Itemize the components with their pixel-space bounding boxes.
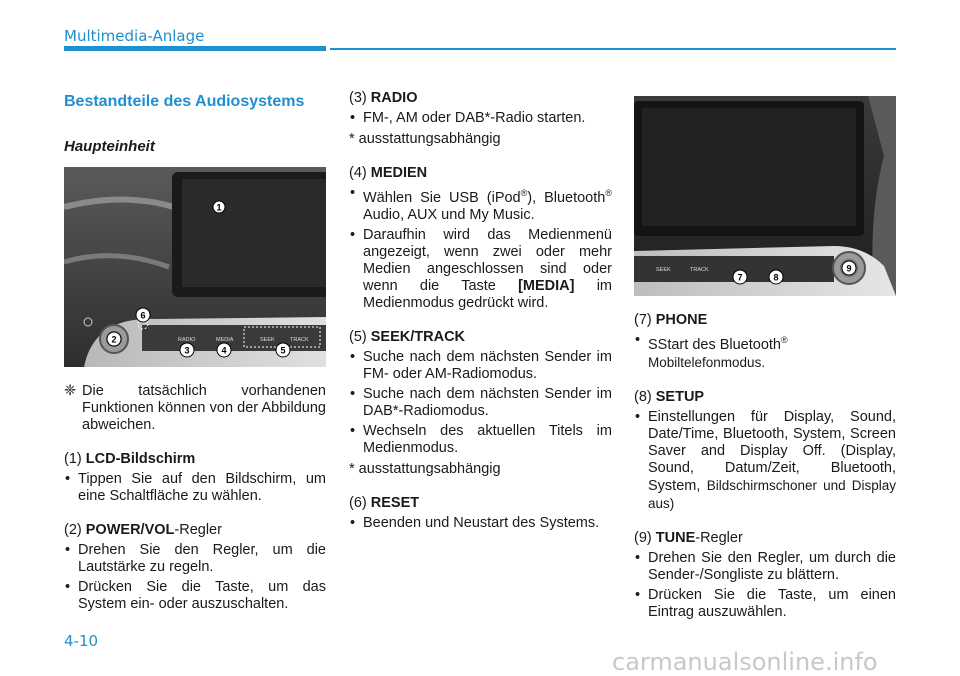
item-3-footnote: * ausstattungsabhängig xyxy=(349,131,501,147)
item-9-bullet-2: • Drücken Sie die Taste, um einen Eintrag auszuwählen. xyxy=(634,587,896,621)
seek-button-label: SEEK xyxy=(656,267,671,273)
svg-text:7: 7 xyxy=(737,272,743,283)
callout-6 xyxy=(136,308,150,322)
item-1-bullet: • Tippen Sie auf den Bildschirm, um eine Schaltfläche zu wählen. xyxy=(64,471,326,505)
header-rule xyxy=(330,48,896,50)
svg-text:5: 5 xyxy=(280,345,286,356)
header-bar xyxy=(64,46,326,51)
svg-text:4: 4 xyxy=(221,345,227,356)
item-4-bullet-1: • Wählen Sie USB (iPod®), Bluetooth® Audio, AUX und My Music. xyxy=(349,185,612,224)
callout-4 xyxy=(217,343,231,357)
item-5-footnote: * ausstattungsabhängig xyxy=(349,460,501,477)
svg-text:3: 3 xyxy=(184,345,190,356)
head-unit-photo xyxy=(64,167,326,367)
callout-7 xyxy=(733,270,747,284)
track-button-label: TRACK xyxy=(690,267,709,273)
item-2-bullet-1: • Drehen Sie den Regler, um die Lautstärke zu regeln. xyxy=(64,542,326,576)
callout-5 xyxy=(276,343,290,357)
svg-text:1: 1 xyxy=(216,202,222,213)
item-1-heading: (1) LCD-Bildschirm xyxy=(64,451,196,467)
callout-1 xyxy=(213,201,225,213)
item-5-heading: (5) SEEK/TRACK xyxy=(349,328,466,345)
item-4-bullet-2: • Daraufhin wird das Medienmenü angezeigt, wenn zwei oder mehr Medien angeschlossen sind oder wenn die Taste [MEDIA] im Medienmodus gedrückt wird. xyxy=(349,227,612,312)
item-8-bullet: • Einstellungen für Display, Sound, Date/Time, Bluetooth, System, Screen Saver and Display Off. (Display, Sound, Datum/Zeit, Bluetooth, System, Bildschirmschoner und Display aus) xyxy=(634,409,896,513)
callout-8 xyxy=(769,270,783,284)
seek-button-label: SEEK xyxy=(260,337,275,343)
svg-text:9: 9 xyxy=(846,263,852,274)
item-9-bullet-1: • Drehen Sie den Regler, um durch die Sender-/Songliste zu blättern. xyxy=(634,550,896,584)
item-2-heading: (2) POWER/VOL-Regler xyxy=(64,522,222,538)
item-9-heading: (9) TUNE-Regler xyxy=(634,529,743,546)
section-header: Multimedia-Anlage xyxy=(64,27,205,45)
radio-button-label: RADIO xyxy=(178,337,196,343)
svg-text:2: 2 xyxy=(111,334,117,345)
column-1-text xyxy=(64,383,326,613)
watermark: carmanualsonline.info xyxy=(612,648,878,676)
item-7-heading: (7) PHONE xyxy=(634,312,708,328)
item-2-bullet-2: • Drücken Sie die Taste, um das System ein- oder auszuschalten. xyxy=(64,579,326,613)
column-1 xyxy=(64,90,326,155)
media-button-label: MEDIA xyxy=(216,337,234,343)
item-6-bullet: • Beenden und Neustart des Systems. xyxy=(349,515,612,532)
item-5-bullet-2: • Suche nach dem nächsten Sender im DAB*-Radiomodus. xyxy=(349,386,612,420)
callout-3 xyxy=(180,343,194,357)
head-unit-illustration xyxy=(64,167,326,367)
item-3-heading: (3) RADIO xyxy=(349,90,418,106)
note: ❈ Die tatsächlich vorhandenen Funktionen können von der Abbildung abweichen. xyxy=(64,383,326,433)
subsection-title: Haupteinheit xyxy=(64,138,155,155)
control-panel-photo xyxy=(634,96,896,296)
svg-text:8: 8 xyxy=(773,272,779,283)
section-title: Bestandteile des Audiosystems xyxy=(64,93,305,110)
callout-2 xyxy=(107,332,121,346)
item-5-bullet-1: • Suche nach dem nächsten Sender im FM- oder AM-Radiomodus. xyxy=(349,349,612,383)
track-button-label: TRACK xyxy=(290,337,309,343)
callout-9 xyxy=(842,261,856,275)
note-symbol: ❈ xyxy=(64,383,77,399)
item-4-heading: (4) MEDIEN xyxy=(349,165,428,181)
item-6-heading: (6) RESET xyxy=(349,494,420,511)
control-panel-illustration xyxy=(634,96,896,296)
item-8-heading: (8) SETUP xyxy=(634,388,705,405)
column-2 xyxy=(349,90,612,532)
item-3-bullet: • FM-, AM oder DAB*-Radio starten. xyxy=(349,110,612,127)
item-5-bullet-3: • Wechseln des aktuellen Titels im Medienmodus. xyxy=(349,423,612,457)
svg-text:6: 6 xyxy=(140,310,146,321)
item-7-bullet: • SStart des Bluetooth® Mobiltelefonmodus. xyxy=(634,332,896,372)
column-3 xyxy=(634,312,896,621)
page-number: 4-10 xyxy=(64,632,99,650)
